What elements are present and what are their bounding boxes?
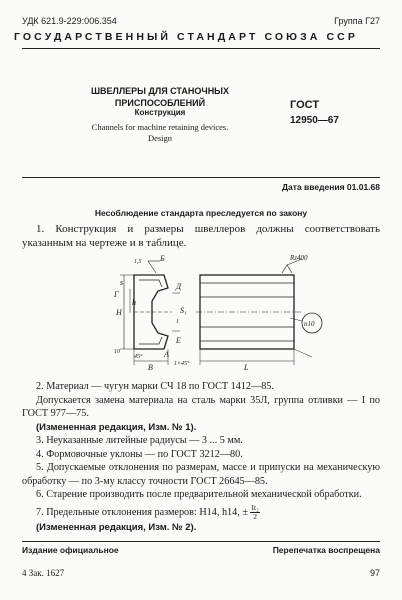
clause-5: 5. Допускаемые отклонения по размерам, массе и припуски на механическую обработку — по 3-му классу точности ГОСТ 26645—85. [22,462,380,487]
order-number: 4 Зак. 1627 [22,568,65,578]
legal-notice: Несоблюдение стандарта преследуется по закону [94,208,308,218]
clause-1: 1. Конструкция и размеры швеллеров должны соответствовать указанным на чертеже и в таблице. [22,223,380,249]
clause-2: 2. Материал — чугун марки СЧ 18 по ГОСТ 1412—85. [36,381,274,392]
label-l: L [244,363,249,371]
english-title [60,122,260,144]
clauses-body [22,380,380,534]
gost-label: ГОСТ [290,99,320,111]
clause-2-note: Допускается замена материала на сталь марки 35Л, группа отливки — I по ГОСТ 977—75. [22,394,380,419]
middle-divider [22,177,380,178]
title-line-1: ШВЕЛЛЕРЫ ДЛЯ СТАНОЧНЫХ [90,86,230,96]
clause-7-values: H14, h14, ± [199,506,248,518]
udk-code: УДК 621.9-229:006.354 [22,16,117,26]
label-dim-1-5: 1,5 [134,259,142,265]
label-dim-45: 45° [134,354,143,360]
label-g-cyr: Г [114,290,119,299]
reprint-prohibited: Перепечатка воспрещена [272,545,380,555]
group-code: Группа Г27 [334,16,380,26]
bottom-divider [22,541,380,542]
official-edition: Издание официальное [22,545,119,555]
amendment-2: (Измененная редакция, Изм. № 2). [36,521,197,533]
fraction-denominator: 2 [253,511,257,521]
label-h-small: h [132,298,136,307]
label-b-cyr: Б [160,254,165,263]
label-a-cyr: А [164,350,169,359]
clause-7 [22,504,380,521]
english-title-line-1: Channels for machine retaining devices. [91,122,229,132]
label-d-cyr: Д [176,282,182,291]
label-dim-1: 1 [176,319,179,325]
label-roughness: Rz400 [290,254,308,262]
title-line-2: ПРИСПОСОБЛЕНИЙ [114,98,206,108]
page-number: 97 [369,568,380,578]
intro-date: Дата введения 01.01.68 [282,182,380,192]
label-e-cyr: Е [176,336,181,345]
label-s1: S₁ [180,306,187,315]
clause-7-fraction [250,504,259,521]
clause-6: 6. Старение производить после предварительной механической обработки. [36,489,362,500]
top-divider [22,48,380,49]
label-b: B [148,363,153,371]
english-title-line-2: Design [147,133,173,143]
document-subtitle: Конструкция [134,108,186,117]
label-dim-10: 10 [114,349,120,355]
amendment-1: (Измененная редакция, Изм. № 1). [36,421,197,433]
label-dim-1x45: 1×45° [174,361,190,367]
clause-4: 4. Формовочные уклоны — по ГОСТ 3212—80. [36,448,243,460]
clause-7-prefix: 7. Предельные отклонения размеров: [36,506,197,518]
document-title [60,85,260,109]
label-s: s [120,278,124,287]
fraction-numerator: It₂ [251,502,259,512]
state-standard-heading: ГОСУДАРСТВЕННЫЙ СТАНДАРТ СОЮЗА ССР [14,31,358,43]
channel-drawing [112,253,342,371]
clause-3: 3. Неуказанные литейные радиусы — 3 ... 5 мм. [36,435,243,446]
gost-number: 12950—67 [290,115,339,126]
label-tolerance-circle: n10 [304,320,315,328]
label-h: H [116,308,122,317]
